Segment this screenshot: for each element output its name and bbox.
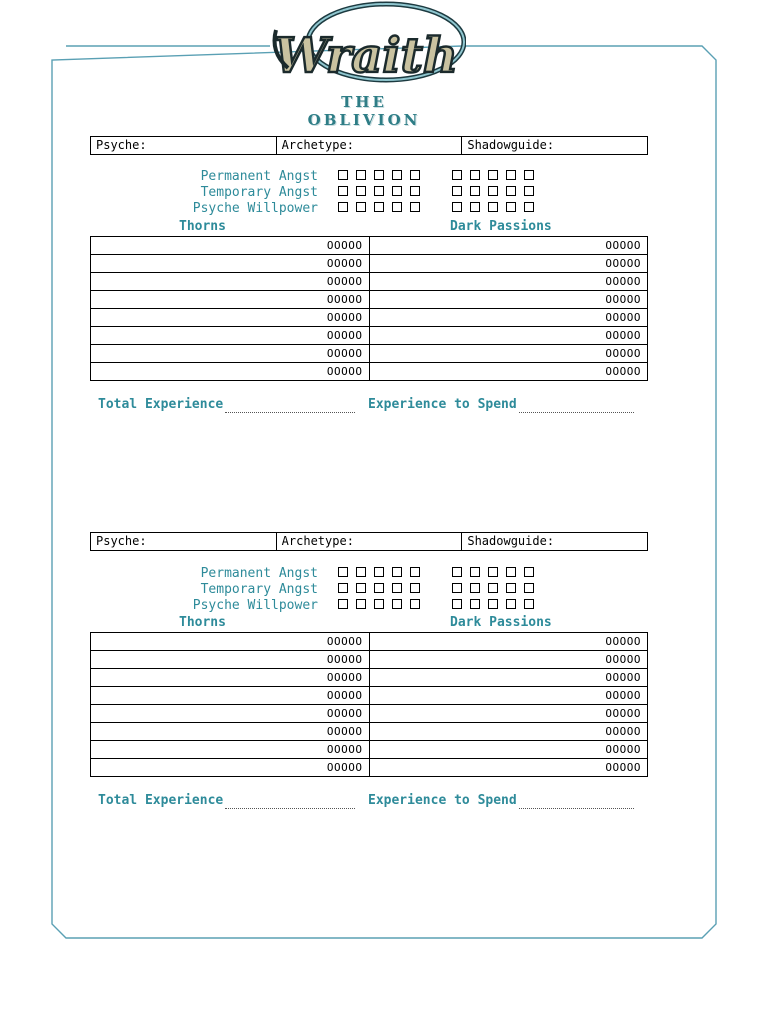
passion-row[interactable]: [370, 345, 648, 363]
total-experience-line[interactable]: [225, 400, 355, 413]
passion-row[interactable]: [370, 705, 648, 723]
passion-row[interactable]: [370, 237, 648, 255]
thorn-rating[interactable]: OOOOO: [326, 365, 363, 378]
thorn-rating[interactable]: OOOOO: [326, 635, 363, 648]
passion-rating[interactable]: OOOOO: [605, 707, 641, 720]
dark-passions-column: [369, 633, 648, 776]
thorns-passions-table: [90, 236, 648, 381]
experience-to-spend-line[interactable]: [519, 400, 634, 413]
thorns-title: Thorns: [179, 219, 226, 234]
thorn-rating[interactable]: OOOOO: [326, 671, 363, 684]
permanent-angst-boxes-b[interactable]: [452, 567, 534, 577]
experience-to-spend-line[interactable]: [519, 796, 634, 809]
dark-passions-title: Dark Passions: [450, 615, 552, 630]
passion-rating[interactable]: OOOOO: [605, 635, 641, 648]
experience-to-spend-label: Experience to Spend: [368, 793, 517, 808]
psyche-sheet-2: [90, 532, 648, 808]
thorn-rating[interactable]: OOOOO: [326, 743, 363, 756]
thorn-row[interactable]: [91, 633, 369, 651]
psyche-willpower-boxes-a[interactable]: [338, 599, 420, 609]
temporary-angst-label: Temporary Angst: [200, 582, 318, 597]
shadowguide-field[interactable]: Shadowguide:: [461, 137, 647, 154]
thorn-row[interactable]: [91, 759, 369, 776]
passion-row[interactable]: [370, 327, 648, 345]
thorn-rating[interactable]: OOOOO: [326, 275, 363, 288]
passion-row[interactable]: [370, 759, 648, 776]
temporary-angst-boxes-b[interactable]: [452, 583, 534, 593]
psyche-willpower-boxes-b[interactable]: [452, 202, 534, 212]
thorn-row[interactable]: [91, 327, 369, 345]
thorn-rating[interactable]: OOOOO: [326, 653, 363, 666]
thorn-rating[interactable]: OOOOO: [326, 347, 363, 360]
passion-rating[interactable]: OOOOO: [605, 671, 641, 684]
passion-row[interactable]: [370, 723, 648, 741]
header-row: [90, 532, 648, 551]
thorns-column: [91, 237, 369, 380]
thorn-row[interactable]: [91, 255, 369, 273]
total-experience-label: Total Experience: [98, 397, 224, 412]
thorn-row[interactable]: [91, 345, 369, 363]
passion-rating[interactable]: OOOOO: [605, 257, 641, 270]
thorn-rating[interactable]: OOOOO: [326, 257, 363, 270]
thorn-row[interactable]: [91, 687, 369, 705]
thorn-rating[interactable]: OOOOO: [326, 329, 363, 342]
dark-passions-column: [369, 237, 648, 380]
thorn-row[interactable]: [91, 273, 369, 291]
passion-row[interactable]: [370, 363, 648, 380]
passion-rating[interactable]: OOOOO: [605, 275, 641, 288]
passion-rating[interactable]: OOOOO: [605, 239, 641, 252]
psyche-sheet-1: [90, 136, 648, 412]
thorn-row[interactable]: [91, 651, 369, 669]
total-experience-field[interactable]: [98, 397, 355, 413]
passion-rating[interactable]: OOOOO: [605, 761, 641, 774]
passion-rating[interactable]: OOOOO: [605, 689, 641, 702]
thorn-row[interactable]: [91, 723, 369, 741]
passion-rating[interactable]: OOOOO: [605, 311, 641, 324]
thorn-rating[interactable]: OOOOO: [326, 689, 363, 702]
psyche-field[interactable]: Psyche:: [96, 138, 147, 152]
permanent-angst-label: Permanent Angst: [200, 169, 318, 184]
total-experience-label: Total Experience: [98, 793, 224, 808]
thorn-rating[interactable]: OOOOO: [326, 707, 363, 720]
thorn-row[interactable]: [91, 291, 369, 309]
thorn-row[interactable]: [91, 309, 369, 327]
psyche-willpower-boxes-b[interactable]: [452, 599, 534, 609]
psyche-field[interactable]: Psyche:: [96, 534, 147, 548]
thorn-row[interactable]: [91, 363, 369, 380]
experience-to-spend-field[interactable]: [368, 397, 634, 413]
thorn-rating[interactable]: OOOOO: [326, 311, 363, 324]
dark-passions-title: Dark Passions: [450, 219, 552, 234]
thorn-rating[interactable]: OOOOO: [326, 761, 363, 774]
thorns-title: Thorns: [179, 615, 226, 630]
permanent-angst-boxes-a[interactable]: [338, 170, 420, 180]
thorn-row[interactable]: [91, 237, 369, 255]
passion-row[interactable]: [370, 687, 648, 705]
archetype-field[interactable]: Archetype:: [276, 533, 462, 550]
passion-row[interactable]: [370, 255, 648, 273]
passion-row[interactable]: [370, 273, 648, 291]
header-row: [90, 136, 648, 155]
passion-rating[interactable]: OOOOO: [605, 653, 641, 666]
permanent-angst-label: Permanent Angst: [200, 566, 318, 581]
passion-rating[interactable]: OOOOO: [605, 743, 641, 756]
archetype-field[interactable]: Archetype:: [276, 137, 462, 154]
passion-row[interactable]: [370, 741, 648, 759]
experience-to-spend-field[interactable]: [368, 793, 634, 809]
passion-rating[interactable]: OOOOO: [605, 329, 641, 342]
thorns-passions-table: [90, 632, 648, 777]
total-experience-field[interactable]: [98, 793, 355, 809]
temporary-angst-label: Temporary Angst: [200, 185, 318, 200]
thorn-row[interactable]: [91, 669, 369, 687]
passion-rating[interactable]: OOOOO: [605, 725, 641, 738]
temporary-angst-boxes-b[interactable]: [452, 186, 534, 196]
thorn-rating[interactable]: OOOOO: [326, 725, 363, 738]
total-experience-line[interactable]: [225, 796, 355, 809]
thorn-row[interactable]: [91, 705, 369, 723]
passion-rating[interactable]: OOOOO: [605, 347, 641, 360]
permanent-angst-boxes-b[interactable]: [452, 170, 534, 180]
passion-row[interactable]: [370, 291, 648, 309]
passion-row[interactable]: [370, 633, 648, 651]
experience-to-spend-label: Experience to Spend: [368, 397, 517, 412]
psyche-willpower-label: Psyche Willpower: [192, 598, 318, 613]
passion-row[interactable]: [370, 309, 648, 327]
passion-row[interactable]: [370, 651, 648, 669]
psyche-willpower-boxes-a[interactable]: [338, 202, 420, 212]
logo-subtitle: THE OBLIVION: [307, 93, 421, 129]
thorn-rating[interactable]: OOOOO: [326, 239, 363, 252]
psyche-willpower-label: Psyche Willpower: [192, 201, 318, 216]
thorn-row[interactable]: [91, 741, 369, 759]
temporary-angst-boxes-a[interactable]: [338, 186, 420, 196]
passion-rating[interactable]: OOOOO: [605, 365, 641, 378]
passion-rating[interactable]: OOOOO: [605, 293, 641, 306]
thorns-column: [91, 633, 369, 776]
thorn-rating[interactable]: OOOOO: [326, 293, 363, 306]
svg-text:Wraith: Wraith: [274, 28, 458, 84]
temporary-angst-boxes-a[interactable]: [338, 583, 420, 593]
shadowguide-field[interactable]: Shadowguide:: [461, 533, 647, 550]
permanent-angst-boxes-a[interactable]: [338, 567, 420, 577]
passion-row[interactable]: [370, 669, 648, 687]
